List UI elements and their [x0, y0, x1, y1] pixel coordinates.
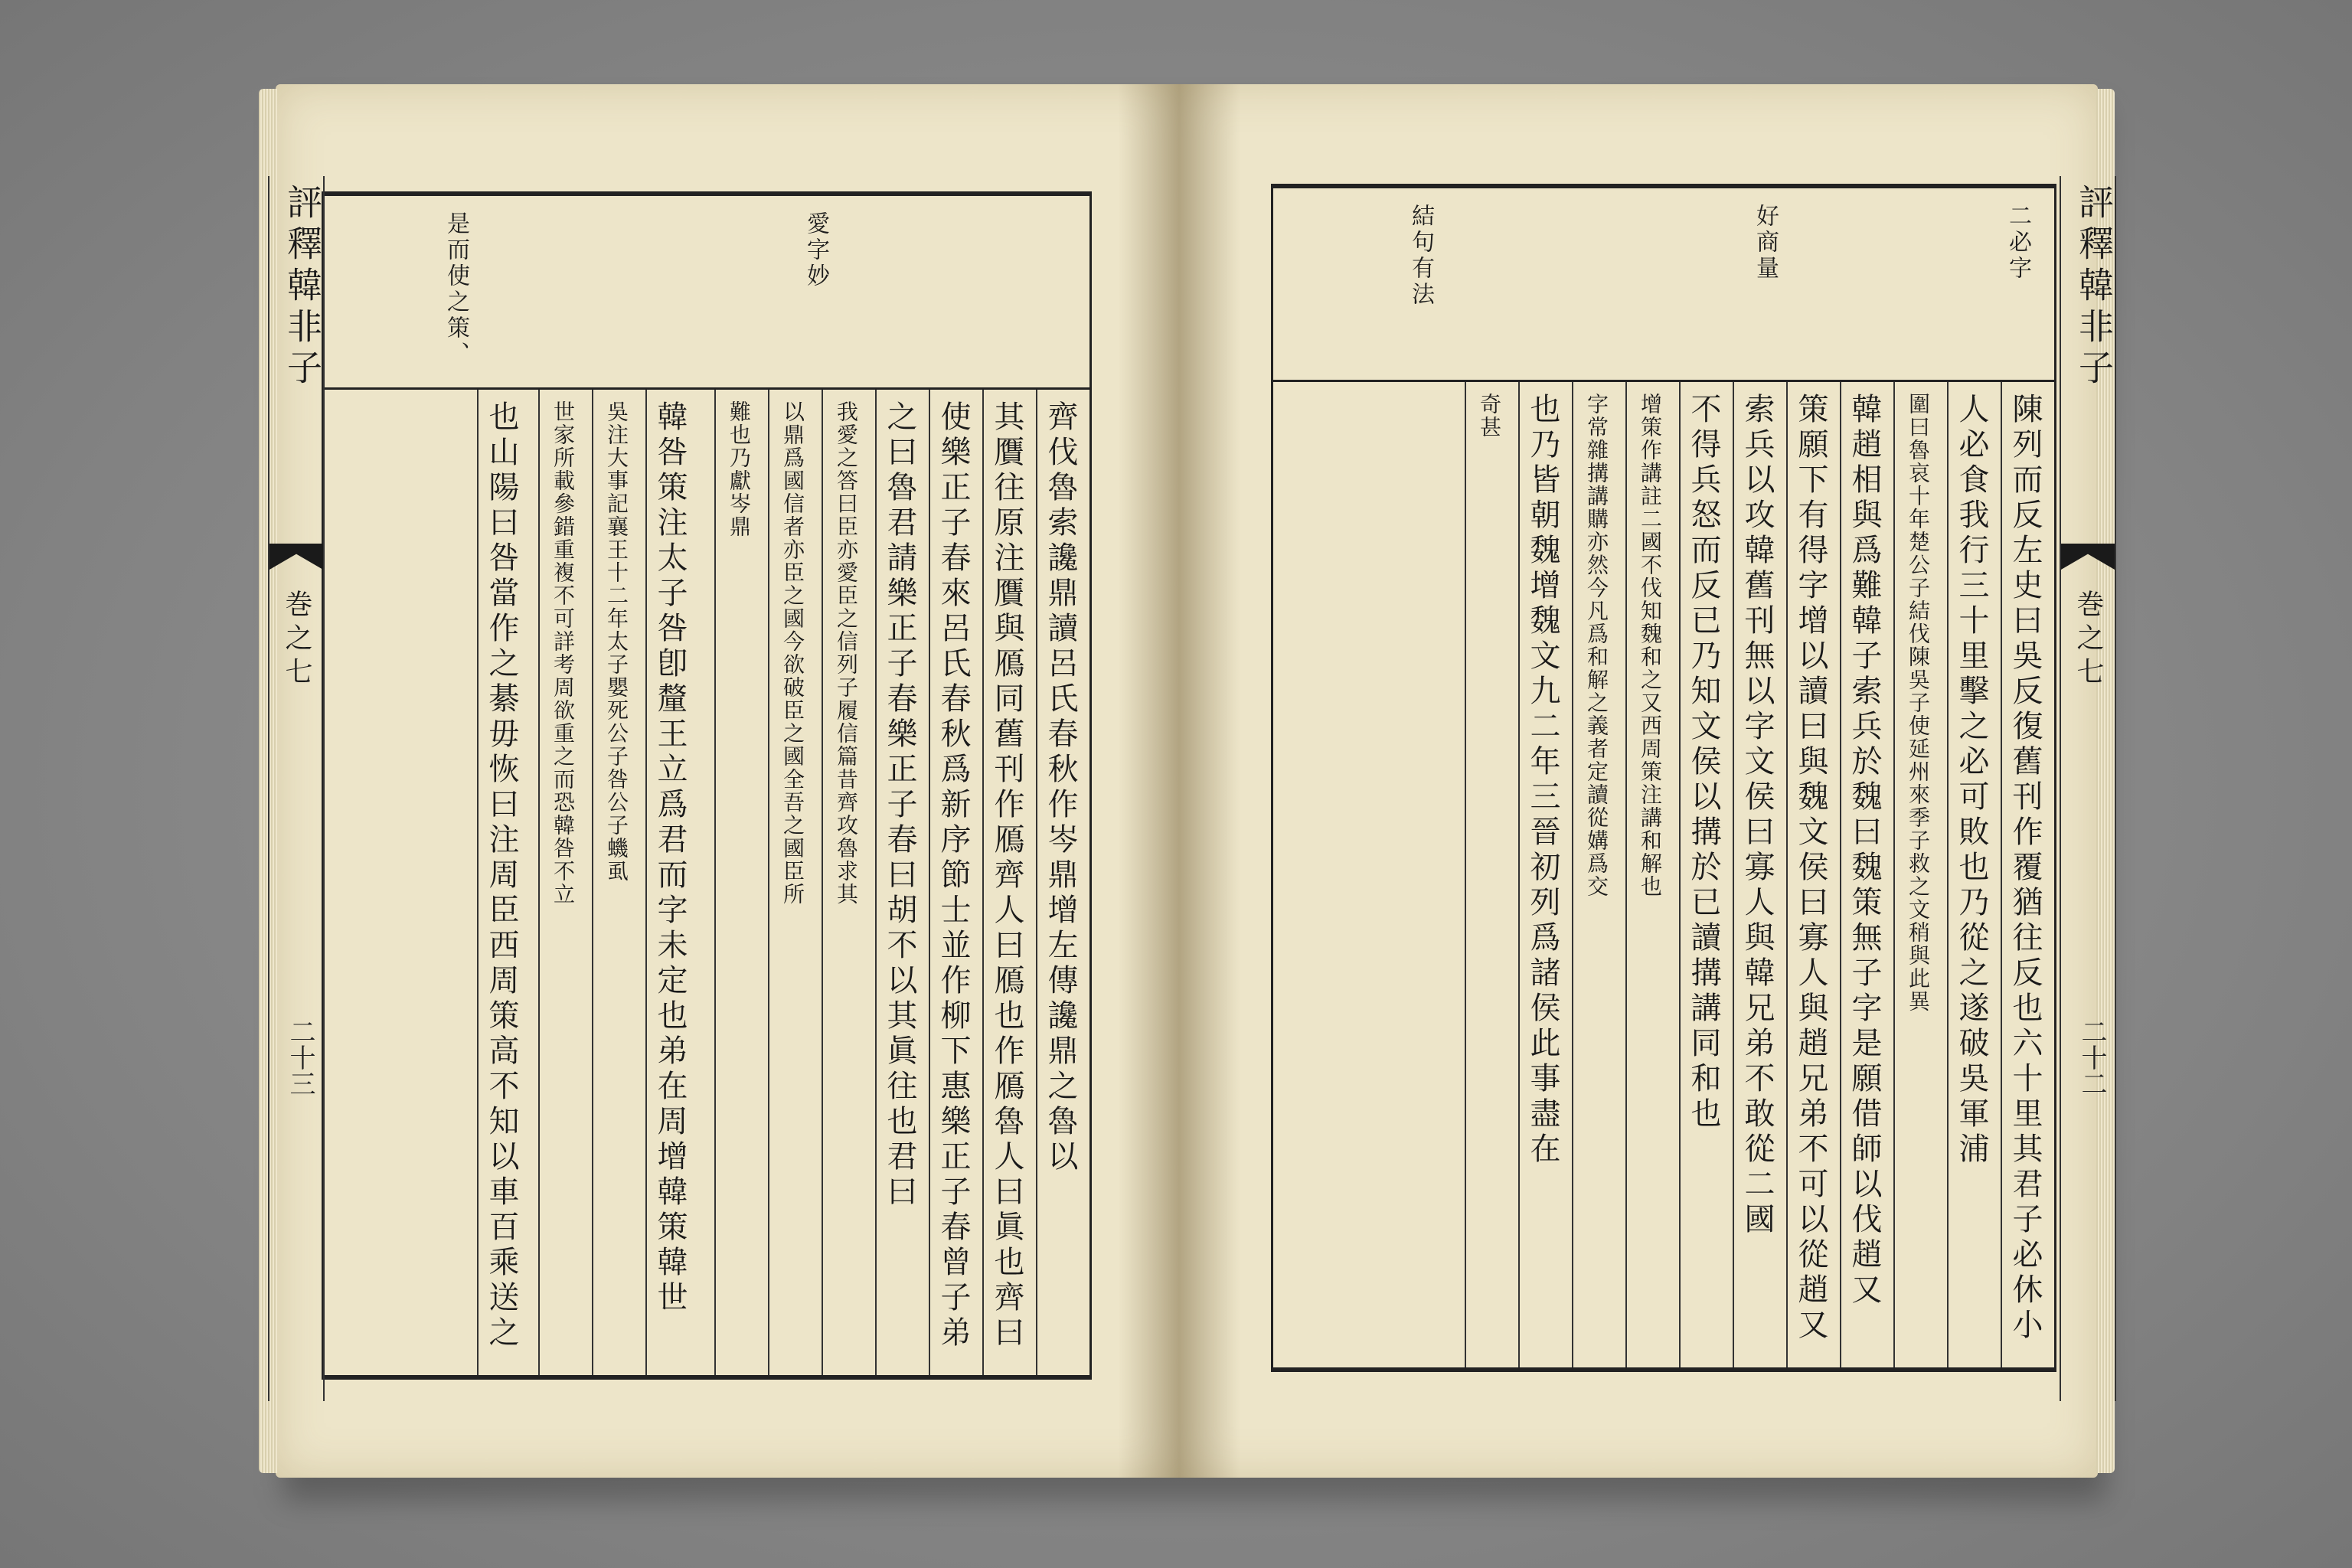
spine-title: 評釋韓非子 — [282, 184, 323, 390]
text-column: 之曰魯君請樂正子春樂正子春曰胡不以其眞往也君曰 — [875, 390, 924, 1375]
right-text-area — [1273, 382, 2054, 1367]
text-column: 增策作講註二國不伐知魏和之又西周策注講和解也 — [1625, 382, 1674, 1367]
spine-volume: 巻之七 — [2073, 590, 2104, 691]
text-column: 也山陽曰咎當作之綦毋恢曰注周臣西周策高不知以車百乘送之 — [477, 390, 526, 1375]
text-column: 奇甚 — [1465, 382, 1514, 1367]
text-column: 策願下有得字增以讀曰與魏文侯曰寡人與趙兄弟不可以從趙又 — [1786, 382, 1835, 1367]
fish-tail-mark — [2061, 544, 2115, 570]
text-column: 其贋往原注贋與鴈同舊刊作鴈齊人曰鴈也作鴈魯人曰眞也齊曰 — [982, 390, 1031, 1375]
text-column: 我愛之答曰臣亦愛臣之信列子履信篇昔齊攻魯求其 — [822, 390, 871, 1375]
headnote: 是而使之策、 — [443, 211, 469, 368]
gutter-shade-right — [1179, 84, 1240, 1478]
left-text-area — [324, 390, 1089, 1375]
text-column: 韓咎策注太子咎卽釐王立爲君而字未定也弟在周增韓策韓世 — [645, 390, 694, 1375]
text-column: 使樂正子春來呂氏春秋爲新序節士並作柳下惠樂正子春曾子弟 — [929, 390, 978, 1375]
text-column: 字常雜搆講購亦然今凡爲和解之義者定讀從媾爲交 — [1572, 382, 1621, 1367]
text-column: 圍曰魯哀十年楚公子結伐陳吳子使延州來季子救之文稍與此異 — [1893, 382, 1942, 1367]
headnote: 結句有法 — [1407, 204, 1434, 308]
headnote: 好商量 — [1752, 204, 1779, 282]
text-column: 陳列而反左史曰吳反復舊刊作覆猶往反也六十里其君子必休小 — [2001, 382, 2050, 1367]
headnote: 愛字妙 — [802, 211, 829, 289]
left-spine-strip — [268, 176, 325, 1401]
fish-tail-mark — [270, 544, 323, 570]
text-column: 世家所載參錯重複不可詳考周欲重之而恐韓咎不立 — [538, 390, 587, 1375]
right-spine-strip — [2060, 176, 2116, 1401]
left-page — [276, 84, 1179, 1478]
text-column: 吳注大事記襄王十二年太子嬰死公子咎公子蟣虱 — [592, 390, 641, 1375]
right-page — [1179, 84, 2115, 1478]
folio-number: 二十三 — [285, 1018, 315, 1096]
headnote: 二必字 — [2004, 204, 2031, 282]
right-headnote-band — [1273, 188, 2054, 382]
text-column: 人必食我行三十里擊之必可敗也乃從之遂破吳軍浦 — [1947, 382, 1996, 1367]
text-column: 不得兵怒而反已乃知文侯以搆於已讀搆講同和也 — [1679, 382, 1728, 1367]
open-book — [276, 84, 2115, 1478]
left-headnote-band — [324, 196, 1089, 390]
spine-volume: 巻之七 — [281, 590, 312, 691]
spine-title: 評釋韓非子 — [2073, 184, 2115, 390]
text-column: 索兵以攻韓舊刊無以字文侯曰寡人與韓兄弟不敢從二國 — [1733, 382, 1782, 1367]
text-column: 難也乃獻岑鼎 — [714, 390, 763, 1375]
left-frame — [322, 191, 1092, 1380]
folio-number: 二十二 — [2076, 1018, 2107, 1096]
text-column: 以鼎爲國信者亦臣之國今欲破臣之國全吾之國臣所 — [768, 390, 817, 1375]
text-column: 齊伐魯索讒鼎讀呂氏春秋作岑鼎增左傳讒鼎之魯以 — [1036, 390, 1085, 1375]
gutter-shade-left — [1118, 84, 1179, 1478]
right-frame — [1271, 184, 2056, 1372]
text-column: 韓趙相與爲難韓子索兵於魏曰魏策無子字是願借師以伐趙又 — [1840, 382, 1889, 1367]
text-column: 也乃皆朝魏增魏文九二年三晉初列爲諸侯此事盡在 — [1518, 382, 1567, 1367]
